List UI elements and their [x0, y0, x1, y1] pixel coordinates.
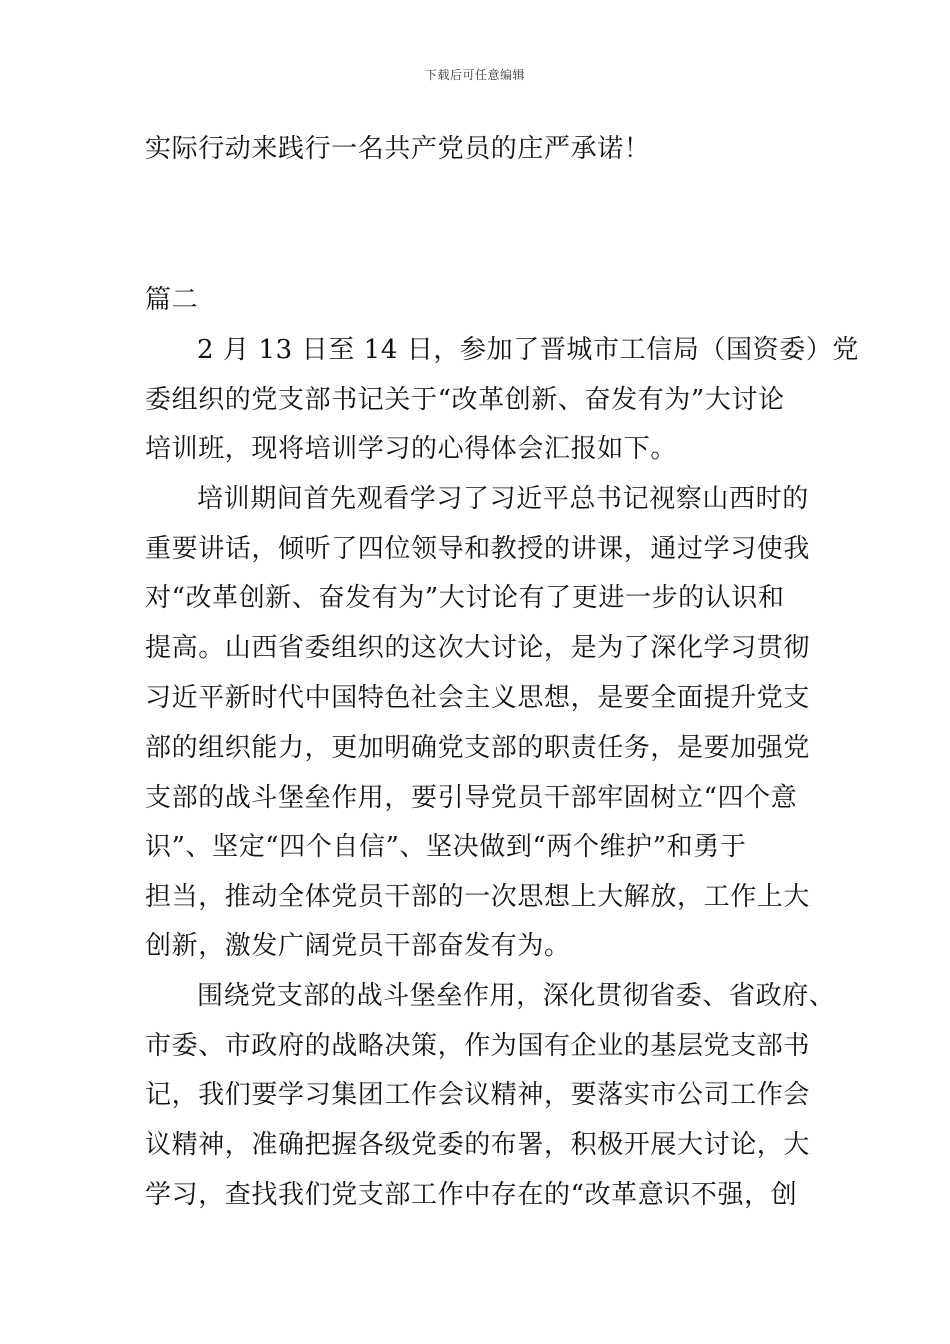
text-line: 记，我们要学习集团工作会议精神，要落实市公司工作会: [145, 1080, 811, 1110]
text-line: 实际行动来践行一名共产党员的庄严承诺！: [145, 134, 651, 164]
text-line: 委组织的党支部书记关于“改革创新、奋发有为”大讨论: [145, 385, 785, 415]
text-line: 担当，推动全体党员干部的一次思想上大解放，工作上大: [145, 882, 811, 912]
page-header-note: 下载后可任意编辑: [424, 68, 525, 82]
text-line: 提高。山西省委组织的这次大讨论，是为了深化学习贯彻: [145, 633, 811, 663]
text-line: 支部的战斗堡垒作用，要引导党员干部牢固树立“四个意: [145, 783, 798, 813]
text-line: 议精神，准确把握各级党委的布署，积极开展大讨论，大: [145, 1130, 811, 1160]
text-line: 学习，查找我们党支部工作中存在的“改革意识不强，创: [145, 1180, 798, 1210]
text-line: 识”、坚定“四个自信”、坚决做到“两个维护”和勇于: [145, 832, 747, 862]
text-line: 围绕党支部的战斗堡垒作用，深化贯彻省委、省政府、: [197, 981, 836, 1011]
text-line: 重要讲话，倾听了四位领导和教授的讲课，通过学习使我: [145, 534, 811, 564]
text-line: 对“改革创新、奋发有为”大讨论有了更进一步的认识和: [145, 583, 785, 613]
text-line: 培训班，现将培训学习的心得体会汇报如下。: [145, 434, 678, 464]
text-line: 创新，激发广阔党员干部奋发有为。: [145, 931, 571, 961]
text-line: 市委、市政府的战略决策，作为国有企业的基层党支部书: [145, 1031, 811, 1061]
section-heading: 篇二: [145, 285, 199, 315]
text-line: 部的组织能力，更加明确党支部的职责任务，是要加强党: [145, 733, 811, 763]
text-line: 培训期间首先观看学习了习近平总书记视察山西时的: [197, 484, 809, 514]
text-line: 习近平新时代中国特色社会主义思想，是要全面提升党支: [145, 683, 811, 713]
text-line: 2 月 13 日至 14 日，参加了晋城市工信局（国资委）党: [197, 335, 860, 365]
